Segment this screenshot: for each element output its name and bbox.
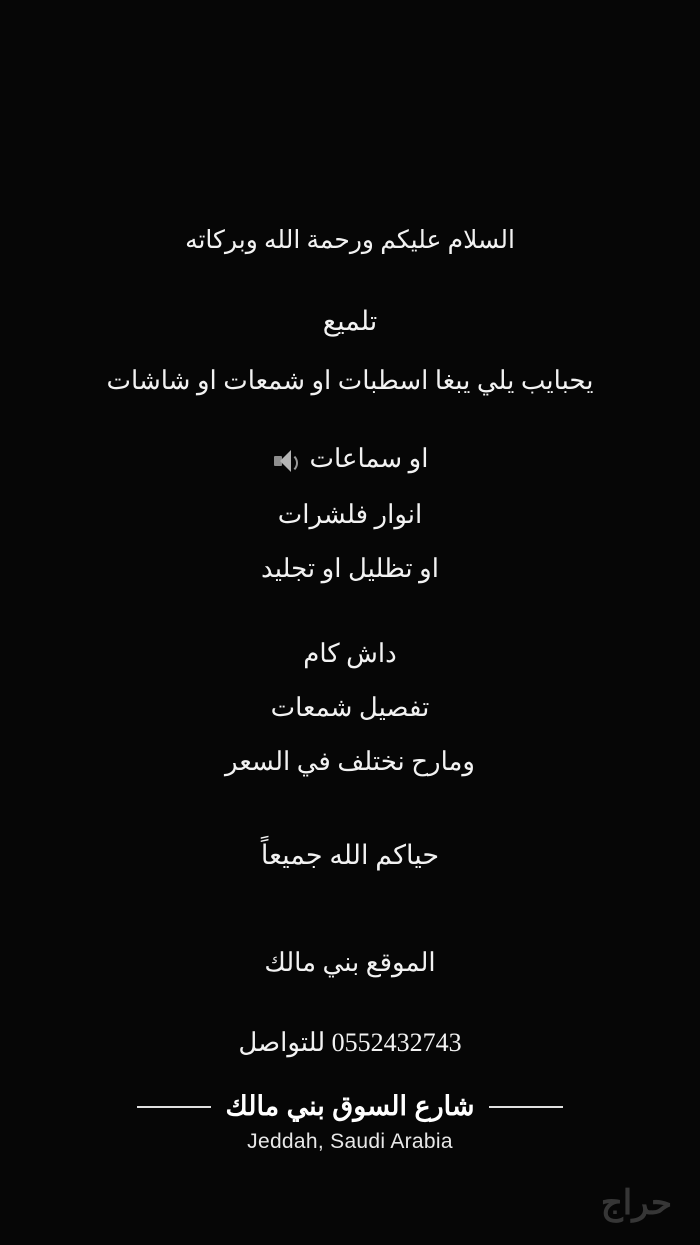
services-line-3: انوار فلشرات xyxy=(277,500,423,530)
services-line-4: او تظليل او تجليد xyxy=(261,554,439,584)
price-line: ومارح نختلف في السعر xyxy=(225,747,475,777)
divider-line-left xyxy=(137,1106,211,1108)
service-heading: تلميع xyxy=(322,305,378,336)
address-sub: Jeddah, Saudi Arabia xyxy=(247,1130,453,1154)
contact-line xyxy=(0,1023,700,1063)
location-line: الموقع بني مالك xyxy=(264,947,436,977)
phone-number: 0552432743 xyxy=(331,1027,462,1057)
services-line-2-label: او سماعات xyxy=(309,443,429,473)
divider-line-right xyxy=(489,1106,563,1108)
greeting-text: السلام عليكم ورحمة الله وبركاته xyxy=(185,227,515,254)
address-row xyxy=(0,1091,700,1122)
contact-label: للتواصل xyxy=(238,1027,326,1057)
services-line-1: يحبايب يلي يبغا اسطبات او شمعات او شاشات xyxy=(106,365,594,395)
speaker-icon xyxy=(272,449,298,473)
address-main: شارع السوق بني مالك xyxy=(225,1091,475,1122)
dash-cam-line: داش كام xyxy=(303,638,397,668)
watermark-logo: حراج xyxy=(600,1184,672,1222)
services-line-2-row xyxy=(0,439,700,479)
welcome-line: حياكم الله جميعاً xyxy=(260,839,440,870)
detail-line: تفصيل شمعات xyxy=(270,693,430,723)
